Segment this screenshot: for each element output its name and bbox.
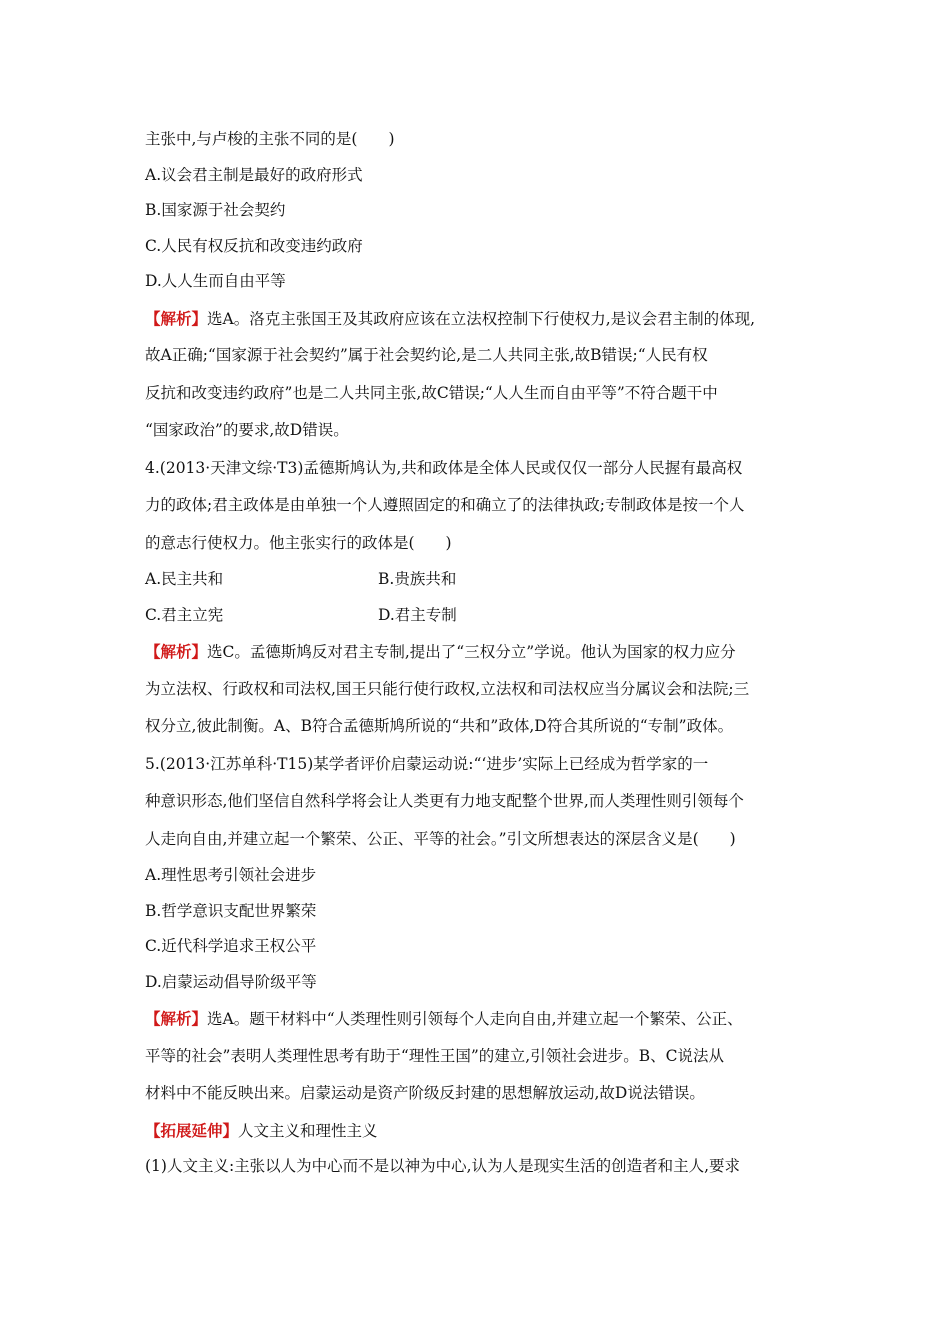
q5-option-a: A.理性思考引领社会进步: [145, 866, 317, 884]
q4-analysis-line: [145, 633, 825, 671]
q4-stem-line: 力的政体;君主政体是由单独一个人遵照固定的和确立了的法律执政;专制政体是按一个人: [145, 496, 745, 514]
analysis-text: 选A。题干材料中“人类理性则引领每个人走向自由,并建立起一个繁荣、公正、: [207, 1010, 743, 1028]
q5-stem-line: 种意识形态,他们坚信自然科学将会让人类更有力地支配整个世界,而人类理性则引领每个: [145, 792, 744, 810]
extension-title: 人文主义和理性主义: [238, 1121, 378, 1140]
q4-options-row: [145, 598, 825, 634]
analysis-label: 【解析】: [145, 1009, 208, 1028]
q5-analysis-line: [145, 1000, 825, 1038]
q3-analysis-line: “国家政治”的要求,故D错误。: [145, 421, 349, 439]
q4-option-c: C.君主立宪: [145, 605, 224, 624]
q4-option-d: D.君主专制: [378, 605, 457, 624]
q4-analysis-line: 为立法权、行政权和司法权,国王只能行使行政权,立法权和司法权应当分属议会和法院;三: [145, 679, 750, 698]
analysis-label: 【解析】: [145, 642, 208, 661]
q5-stem-line: 人走向自由,并建立起一个繁荣、公正、平等的社会。”引文所想表达的深层含义是( ): [145, 829, 736, 848]
q3-option-c: C.人民有权反抗和改变违约政府: [145, 236, 363, 255]
q3-option-d: D.人人生而自由平等: [145, 272, 286, 290]
q5-option-b: B.哲学意识支配世界繁荣: [145, 901, 317, 920]
analysis-text: 选C。孟德斯鸠反对君主专制,提出了“三权分立”学说。他认为国家的权力应分: [207, 643, 736, 661]
q4-stem-line: 4.(2013·天津文综·T3)孟德斯鸠认为,共和政体是全体人民或仅仅一部分人民握有最高权: [145, 458, 743, 477]
q3-option-b: B.国家源于社会契约: [145, 201, 286, 219]
q4-stem-line: 的意志行使权力。他主张实行的政体是( ): [145, 533, 452, 552]
q5-stem-line: 5.(2013·江苏单科·T15)某学者评价启蒙运动说:“‘进步’实际上已经成为哲学家的一: [145, 754, 709, 773]
extension-heading: [145, 1113, 825, 1149]
q3-analysis-line: 反抗和改变违约政府”也是二人共同主张,故C错误;“人人生而自由平等”不符合题干中: [145, 383, 718, 402]
q5-option-c: C.近代科学追求王权公平: [145, 937, 317, 955]
document-content: [145, 122, 825, 1186]
q3-stem: 主张中,与卢梭的主张不同的是( ): [145, 130, 395, 148]
analysis-text: 选A。洛克主张国王及其政府应该在立法权控制下行使权力,是议会君主制的体现,: [207, 309, 756, 328]
q3-analysis-line: [145, 300, 825, 338]
extension-line: (1)人文主义:主张以人为中心而不是以神为中心,认为人是现实生活的创造者和主人,要求: [145, 1157, 741, 1175]
q5-option-d: D.启蒙运动倡导阶级平等: [145, 972, 317, 991]
extension-label: 【拓展延伸】: [145, 1120, 239, 1140]
analysis-label: 【解析】: [145, 308, 208, 328]
q5-analysis-line: 材料中不能反映出来。启蒙运动是资产阶级反封建的思想解放运动,故D说法错误。: [145, 1084, 705, 1102]
q5-analysis-line: 平等的社会”表明人类理性思考有助于“理性王国”的建立,引领社会进步。B、C说法从: [145, 1046, 724, 1065]
q4-analysis-line: 权分立,彼此制衡。A、B符合孟德斯鸠所说的“共和”政体,D符合其所说的“专制”政体。: [145, 717, 734, 735]
q3-option-a: A.议会君主制是最好的政府形式: [145, 165, 363, 184]
q3-analysis-line: 故A正确;“国家源于社会契约”属于社会契约论,是二人共同主张,故B错误;“人民有权: [145, 346, 708, 364]
q4-options-row: [145, 562, 825, 598]
q4-option-b: B.贵族共和: [378, 570, 457, 588]
q4-option-a: A.民主共和: [145, 570, 224, 588]
